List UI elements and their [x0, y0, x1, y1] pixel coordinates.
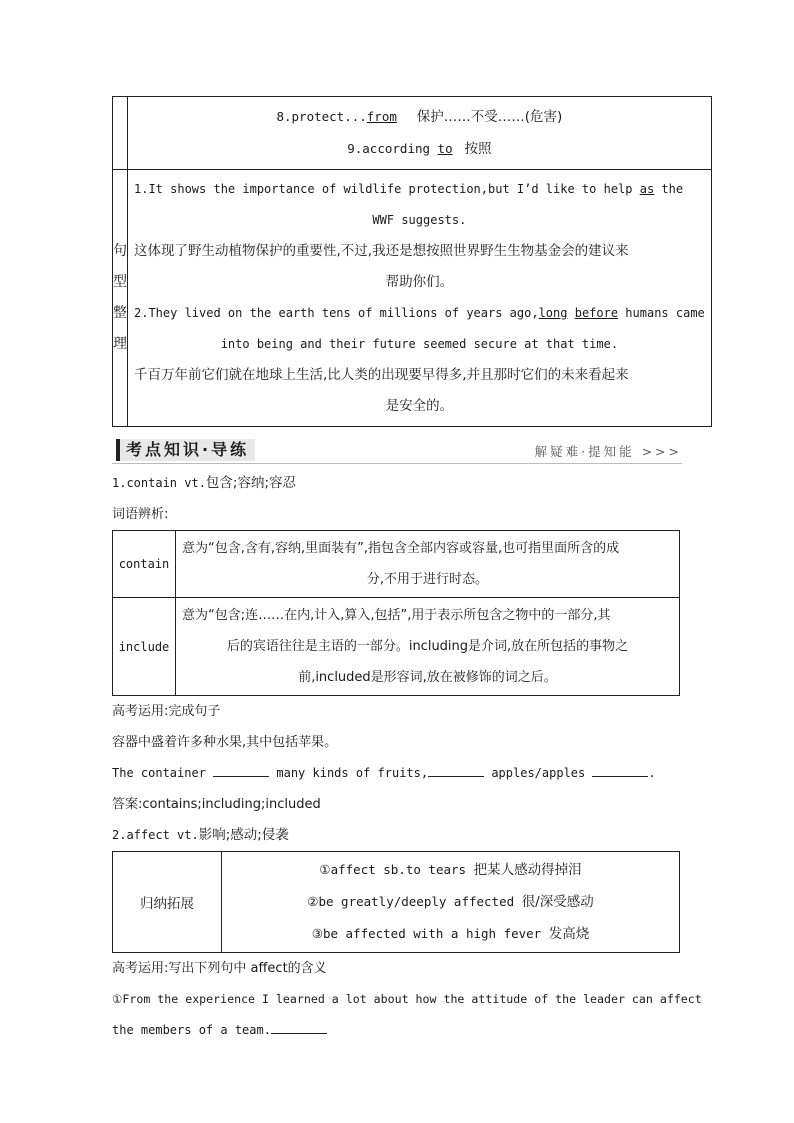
sentence-2-zh-cont: 是安全的。: [385, 398, 454, 414]
empty-side-cell: [113, 97, 128, 170]
item-1-heading: 1.contain vt.包含;容纳;容忍: [112, 475, 297, 491]
item-2-question-1-cont: the members of a team.: [112, 1015, 682, 1046]
sentence-2-en: 2.They lived on the earth tens of millions of years ago,long before humans came: [134, 306, 705, 320]
answer-blank-3[interactable]: [592, 764, 648, 777]
sentence-row: [113, 170, 712, 427]
item-contain: [112, 468, 682, 820]
sentence-2-en-cont: into being and their future seemed secure at that time.: [220, 337, 619, 351]
item-affect: [112, 820, 702, 1046]
answer-blank-2[interactable]: [428, 764, 484, 777]
banner-subtitle: 解疑难·提知能 >>>: [534, 444, 682, 459]
distinction-row-include: [113, 598, 680, 696]
sentence-1-zh-cont: 帮助你们。: [385, 274, 454, 290]
sentence-2-zh: 千百万年前它们就在地球上生活,比人类的出现要早得多,并且那时它们的未来看起来: [134, 367, 629, 383]
page-content: [112, 96, 705, 1046]
distinction-text-contain: 意为“包含,含有,容纳,里面装有”,指包含全部内容或容量,也可指里面所含的成 分,不用于进行时态。: [176, 531, 680, 598]
phrase-line-9: 9.according to 按照: [347, 141, 492, 157]
sentence-cell: [128, 170, 712, 427]
distinction-label-include: include: [113, 598, 176, 696]
expansion-table: [112, 851, 680, 953]
section-banner: [112, 437, 682, 464]
distinction-text-include: 意为“包含;连……在内,计入,算入,包括”,用于表示所包含之物中的一部分,其 后的宾语往往是主语的一部分。including是介词,放在所包括的事物之 前,included是形容词,放在被修饰的词之后。: [176, 598, 680, 696]
summary-table: [112, 96, 712, 427]
item-1-answer: 答案:contains;including;included: [112, 797, 321, 812]
item-2-heading: 2.affect vt.影响;感动;侵袭: [112, 827, 289, 843]
phrase-cell: [128, 97, 712, 170]
answer-blank-1[interactable]: [213, 764, 269, 777]
phrase-row: [113, 97, 712, 170]
answer-blank-4[interactable]: [271, 1021, 327, 1034]
sentence-1-en-cont: WWF suggests.: [372, 213, 467, 227]
distinction-table: [112, 530, 680, 696]
item-1-practice-title: 高考运用:完成句子: [112, 704, 221, 719]
distinction-label-contain: contain: [113, 531, 176, 598]
sentence-1-en: 1.It shows the importance of wildlife protection,but I’d like to help as the: [134, 182, 684, 196]
expansion-label: 归纳拓展: [113, 852, 222, 953]
item-1-practice-en: The container many kinds of fruits, apples/apples .: [112, 766, 656, 780]
banner-title: 考点知识·导练: [116, 439, 255, 461]
phrase-line-8: 8.protect...from 保护……不受……(危害): [276, 109, 563, 125]
item-1-practice-zh: 容器中盛着许多种水果,其中包括苹果。: [112, 735, 338, 750]
expansion-lines: ①affect sb.to tears 把某人感动得掉泪 ②be greatly/deeply affected 很/深受感动 ③be affected with a high fever 发高烧: [222, 852, 680, 953]
distinction-row-contain: [113, 531, 680, 598]
item-2-practice-title: 高考运用:写出下列句中 affect的含义: [112, 961, 327, 976]
sentence-side-label: 句 型 整 理: [113, 170, 128, 427]
item-1-subtitle: 词语辨析:: [112, 507, 169, 522]
item-2-question-1: ①From the experience I learned a lot about how the attitude of the leader can affect: [112, 992, 702, 1006]
sentence-1-zh: 这体现了野生动植物保护的重要性,不过,我还是想按照世界野生生物基金会的建议来: [134, 243, 629, 259]
